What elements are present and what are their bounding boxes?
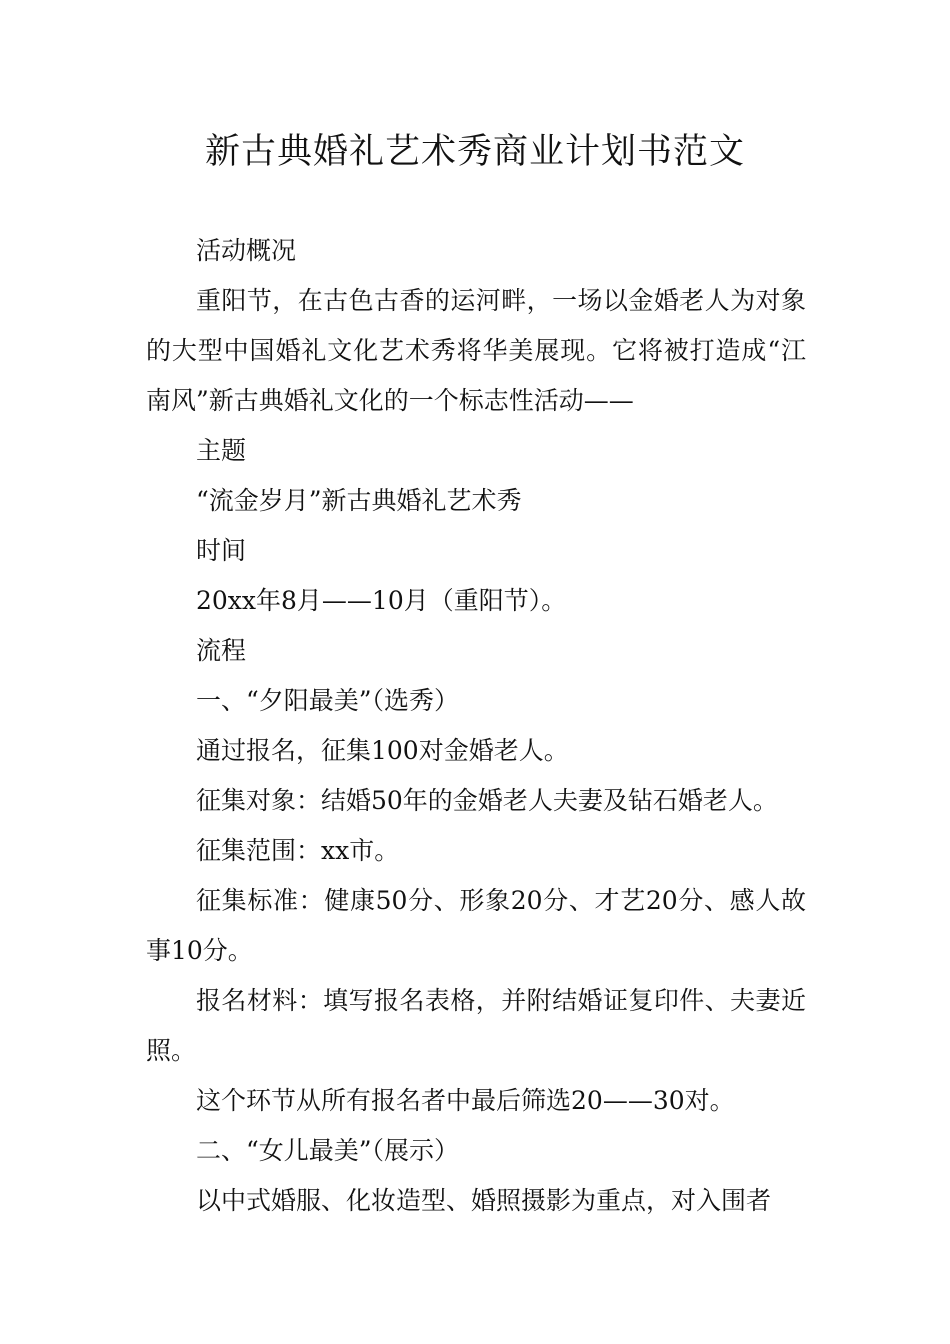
paragraph-activity-overview: 重阳节，在古色古香的运河畔，一场以金婚老人为对象的大型中国婚礼文化艺术秀将华美展现。它将被打造成“江南风”新古典婚礼文化的一个标志性活动—— — [146, 286, 806, 415]
paragraph-theme: “流金岁月”新古典婚礼艺术秀 — [196, 486, 522, 515]
paragraph-selection: 这个环节从所有报名者中最后筛选20——30对。 — [196, 1086, 735, 1115]
paragraph-time-heading: 时间 — [196, 536, 247, 565]
paragraph-registration: 通过报名，征集100对金婚老人。 — [196, 736, 569, 765]
paragraph-activity-overview-heading: 活动概况 — [196, 236, 297, 265]
paragraph-criteria: 征集标准：健康50分、形象20分、才艺20分、感人故事10分。 — [146, 886, 806, 965]
document-body — [146, 226, 806, 1226]
paragraph-process-heading: 流程 — [196, 636, 247, 665]
paragraph-display-focus: 以中式婚服、化妆造型、婚照摄影为重点，对入围者 — [196, 1186, 772, 1215]
paragraph-time: 20xx年8月——10月（重阳节）。 — [196, 586, 567, 615]
paragraph-section-one-heading: 一、“夕阳最美”（选秀） — [196, 686, 460, 715]
paragraph-materials: 报名材料：填写报名表格，并附结婚证复印件、夫妻近照。 — [146, 986, 806, 1065]
paragraph-section-two-heading: 二、“女儿最美”（展示） — [196, 1136, 460, 1165]
paragraph-scope: 征集范围：xx市。 — [196, 836, 400, 865]
document-title: 新古典婚礼艺术秀商业计划书范文 — [204, 132, 745, 172]
paragraph-theme-heading: 主题 — [196, 436, 247, 465]
paragraph-target: 征集对象：结婚50年的金婚老人夫妻及钻石婚老人。 — [196, 786, 778, 815]
